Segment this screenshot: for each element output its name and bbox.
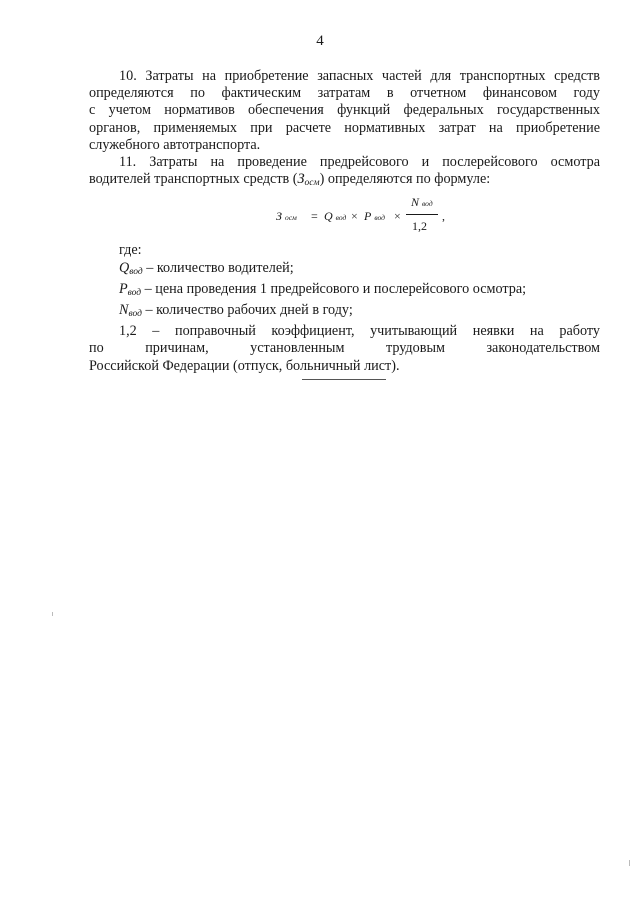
formula-q-subscript: вод <box>335 213 347 223</box>
paragraph-10-line-1: 10. Затраты на приобретение запасных частей для транспортных средств <box>119 68 600 84</box>
coefficient-line-1: 1,2 – поправочный коэффициент, учитывающий неявки на работу <box>119 323 600 340</box>
definition-q-text: – количество водителей; <box>142 259 294 276</box>
inline-variable-z: З <box>297 171 305 188</box>
formula-lhs-symbol: З <box>276 209 282 224</box>
paragraph-11 <box>89 154 600 192</box>
formula-equals: = <box>311 209 318 224</box>
definition-p-sub: вод <box>127 287 142 298</box>
paragraph-11-line-1: 11. Затраты на проведение предрейсового и послерейсового осмотра <box>119 154 600 171</box>
definition-n-sub: вод <box>128 309 142 320</box>
definition-p-text: – цена проведения 1 предрейсового и послерейсового осмотра; <box>141 280 527 297</box>
definition-n-text: – количество рабочих дней в году; <box>141 302 353 319</box>
formula-numerator-subscript: вод <box>422 199 433 209</box>
paragraph-10-line-4: органов, применяемых при расчете нормативных затрат на приобретение <box>89 119 600 136</box>
formula-q-symbol: Q <box>324 209 333 224</box>
definition-n <box>89 302 600 323</box>
coefficient-line-2: по причинам, установленным трудовым законодательством <box>89 340 600 357</box>
definition-n-var: N <box>119 302 129 319</box>
formula-denominator: 1,2 <box>412 219 427 234</box>
coefficient-line-3: Российской Федерации (отпуск, больничный лист). <box>89 357 400 374</box>
page-number: 4 <box>316 33 324 49</box>
formula-lhs <box>276 208 297 226</box>
where-label: где: <box>119 242 142 259</box>
formula-trailing-comma: , <box>442 209 445 224</box>
paragraph-10 <box>89 68 600 154</box>
formula-numerator <box>411 194 433 212</box>
formula-fraction-bar <box>406 214 438 215</box>
formula-q <box>324 208 346 226</box>
document-body <box>89 68 600 375</box>
formula <box>89 194 600 238</box>
formula-p-symbol: P <box>364 209 372 224</box>
formula-times-1: × <box>351 209 358 224</box>
definition-q <box>89 260 600 281</box>
definition-p <box>89 281 600 302</box>
paragraph-11-text-after: ) определяются по формуле: <box>319 171 491 188</box>
end-of-document-rule <box>302 379 386 380</box>
formula-p <box>364 208 385 226</box>
definition-p-var: P <box>119 280 128 297</box>
definition-q-var: Q <box>119 259 130 276</box>
coefficient-paragraph <box>89 323 600 375</box>
definition-q-sub: вод <box>129 266 143 277</box>
paragraph-11-text-before: водителей транспортных средств ( <box>89 171 298 188</box>
formula-numerator-symbol: N <box>411 195 420 210</box>
paragraph-11-line-2 <box>89 171 600 192</box>
formula-lhs-subscript: осм <box>284 213 297 223</box>
paragraph-10-line-5: служебного автотранспорта. <box>89 136 261 153</box>
scan-speck <box>52 612 53 616</box>
inline-variable-z-subscript: осм <box>304 178 320 189</box>
paragraph-10-line-2: определяются по фактическим затратам в отчетном финансовом году <box>89 85 600 102</box>
scan-speck <box>629 860 630 866</box>
paragraph-10-line-3: с учетом нормативов обеспечения функций федеральных государственных <box>89 102 600 119</box>
formula-times-2: × <box>394 209 401 224</box>
formula-p-subscript: вод <box>374 213 385 223</box>
